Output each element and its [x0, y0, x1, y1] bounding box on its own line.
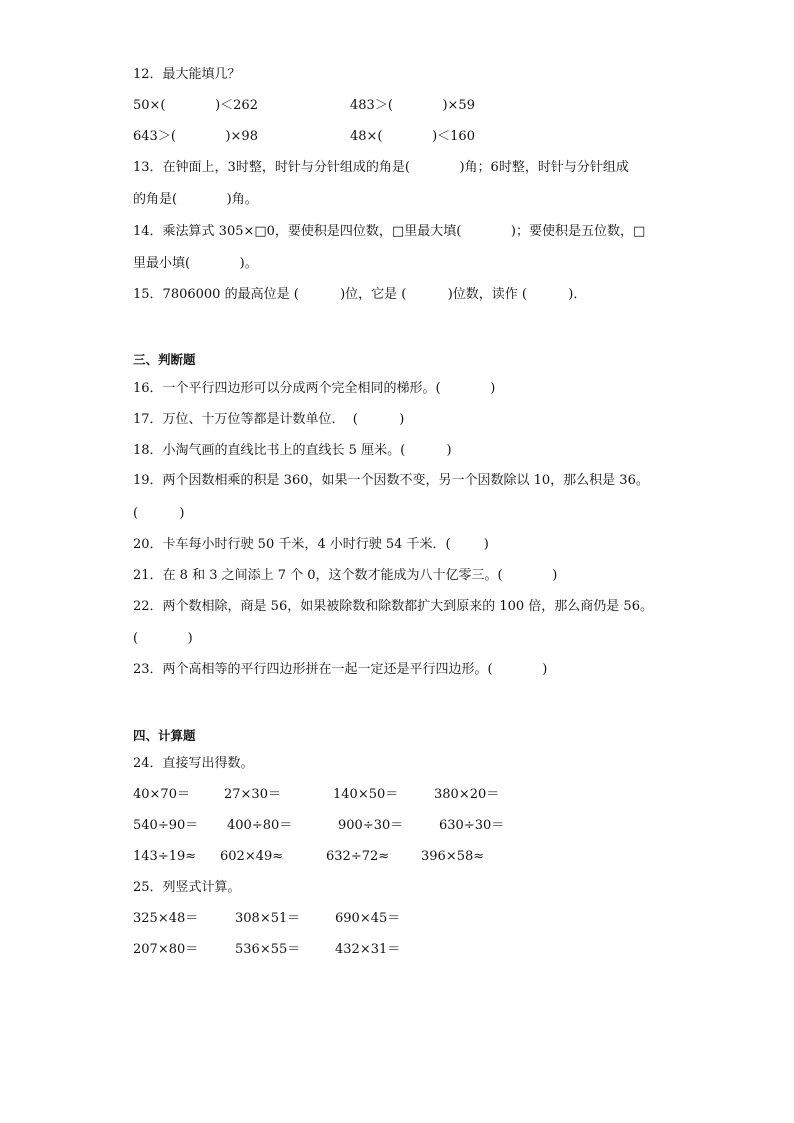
calc-item: 690×45＝: [335, 911, 401, 926]
calc-item: 602×49≈: [220, 849, 284, 864]
calc-item: 400÷80＝: [227, 818, 293, 833]
q12-item-4: 48×( )＜160: [350, 129, 475, 144]
calc-item: 27×30＝: [224, 787, 281, 802]
calc-item: 40×70＝: [133, 787, 190, 802]
calc-item: 325×48＝: [133, 911, 199, 926]
q13-line-2: 的角是( )角。: [133, 192, 258, 207]
calc-item: 380×20＝: [434, 787, 500, 802]
calc-item: 140×50＝: [333, 787, 399, 802]
q17: 17．万位、十万位等都是计数单位． ( ): [133, 412, 405, 427]
section3-heading: 三、判断题: [133, 352, 196, 367]
q14-line-1: 14．乘法算式 305×□0，要使积是四位数，□里最大填( )；要使积是五位数，□: [133, 224, 646, 239]
calc-item: 632÷72≈: [326, 849, 390, 864]
q13-line-1: 13．在钟面上，3时整，时针与分针组成的角是( )角；6时整，时针与分针组成: [133, 160, 629, 175]
q19: 19．两个因数相乘的积是 360，如果一个因数不变，另一个因数除以 10，那么积是 36。: [133, 473, 649, 488]
calc-item: 143÷19≈: [133, 849, 197, 864]
q20: 20．卡车每小时行驶 50 千米，4 小时行驶 54 千米．( ): [133, 537, 489, 552]
q12-item-2: 483＞( )×59: [350, 98, 475, 113]
calc-item: 432×31＝: [335, 942, 401, 957]
q19-answer: ( ): [133, 506, 185, 521]
calc-item: 396×58≈: [421, 849, 485, 864]
q25: 25．列竖式计算。: [133, 880, 241, 895]
calc-item: 536×55＝: [235, 942, 301, 957]
q15-line: 15．7806000 的最高位是 ( )位，它是 ( )位数，读作 ( )．: [133, 287, 587, 302]
q23: 23．两个高相等的平行四边形拼在一起一定还是平行四边形。( ): [133, 662, 548, 677]
section4-heading: 四、计算题: [133, 728, 196, 743]
q18: 18．小淘气画的直线比书上的直线长 5 厘米。( ): [133, 443, 452, 458]
q12-item-1: 50×( )＜262: [133, 98, 258, 113]
q12-title: 12．最大能填几？: [133, 67, 241, 82]
q21: 21．在 8 和 3 之间添上 7 个 0，这个数才能成为八十亿零三。( ): [133, 568, 558, 583]
q12-item-3: 643＞( )×98: [133, 129, 258, 144]
calc-item: 540÷90＝: [133, 818, 199, 833]
calc-item: 630÷30＝: [439, 818, 505, 833]
q22: 22．两个数相除，商是 56，如果被除数和除数都扩大到原来的 100 倍，那么商仍是 56。: [133, 599, 653, 614]
q24: 24．直接写出得数。: [133, 756, 254, 771]
q22-answer: ( ): [133, 631, 193, 646]
calc-item: 308×51＝: [235, 911, 301, 926]
q14-line-2: 里最小填( )。: [133, 256, 258, 271]
q16: 16．一个平行四边形可以分成两个完全相同的梯形。( ): [133, 381, 496, 396]
calc-item: 900÷30＝: [338, 818, 404, 833]
calc-item: 207×80＝: [133, 942, 199, 957]
